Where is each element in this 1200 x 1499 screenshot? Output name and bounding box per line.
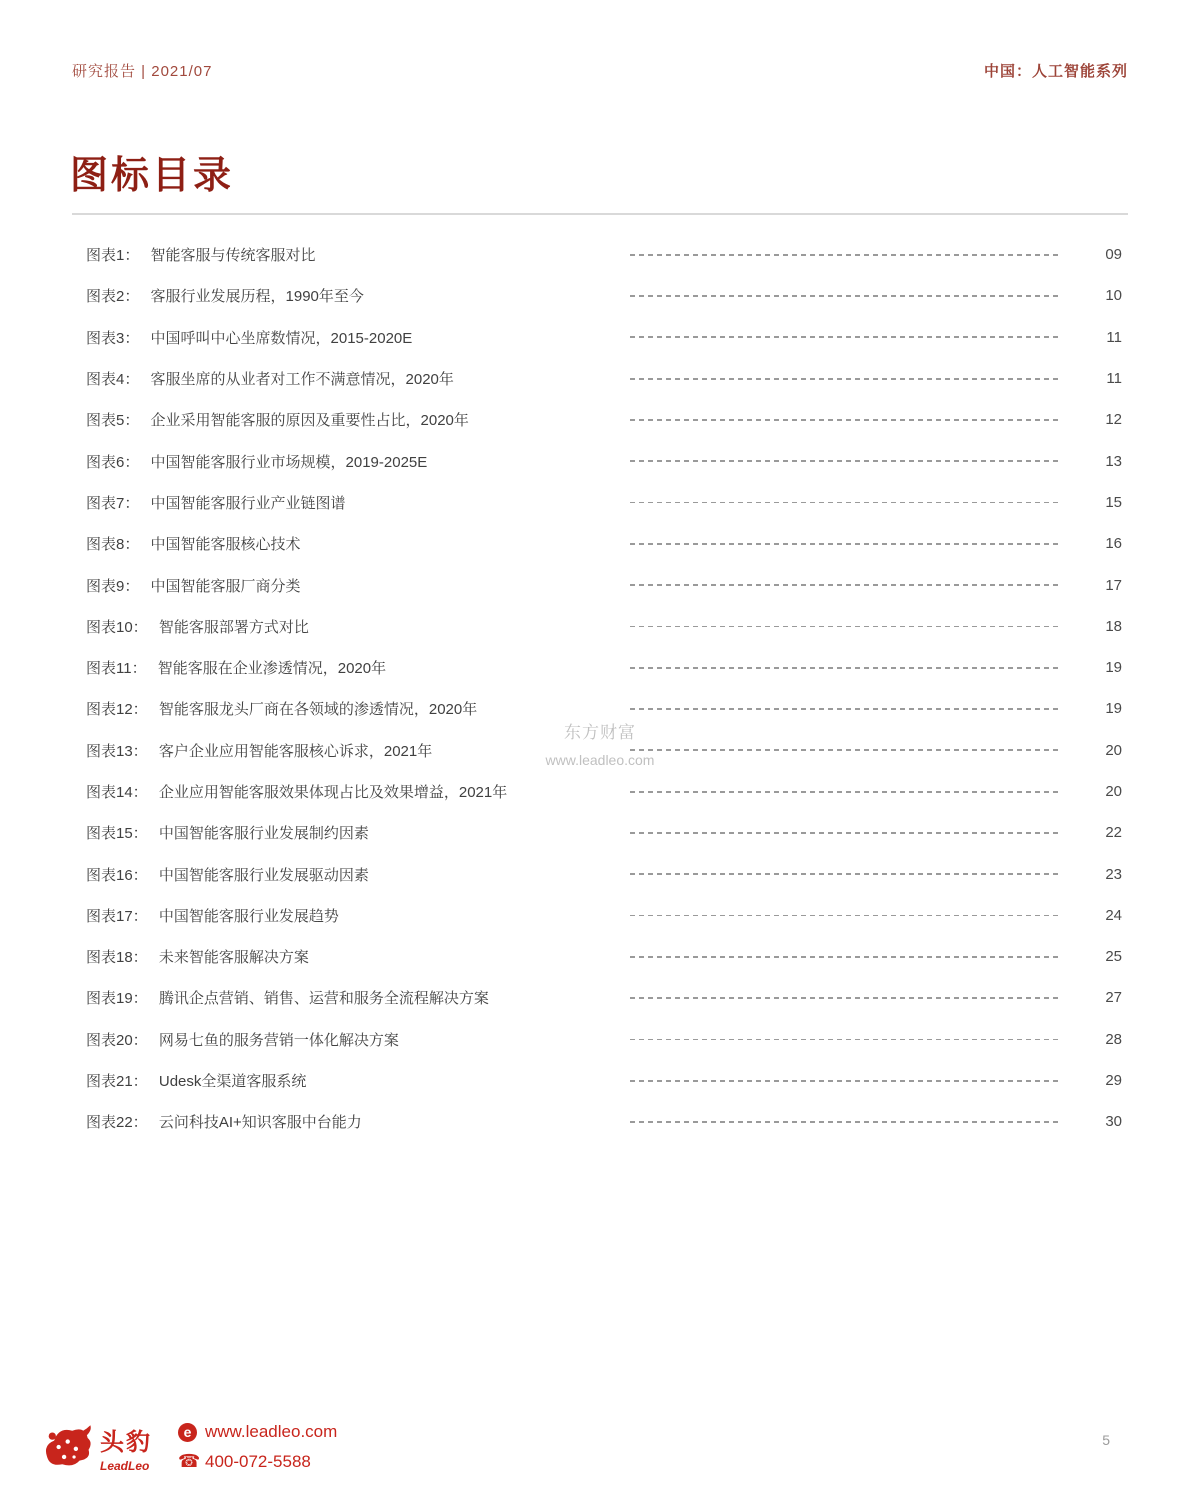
toc-entry-title: 未来智能客服解决方案 — [158, 949, 309, 967]
toc-leader-line — [630, 791, 1058, 793]
toc-row[interactable] — [86, 234, 1122, 275]
toc-leader-line — [630, 336, 1058, 338]
toc-entry-label: 图表15： — [86, 825, 148, 843]
leadleo-leopard-logo-icon — [36, 1418, 94, 1476]
series-title: 中国：人工智能系列 — [983, 63, 1128, 80]
toc-entry-label: 图表2： — [86, 288, 140, 306]
toc-entry-title: 云问科技AI+知识客服中台能力 — [158, 1114, 362, 1132]
toc-leader-line — [630, 1038, 1058, 1040]
toc-entry-title: 中国呼叫中心坐席数情况，2015-2020E — [150, 329, 413, 347]
toc-entry-label: 图表14： — [86, 784, 148, 801]
footer-website-link[interactable]: www.leadleo.com — [205, 1422, 338, 1441]
toc-entry-label: 图表17： — [86, 907, 148, 925]
toc-entry-text — [86, 740, 630, 761]
toc-row[interactable] — [86, 358, 1122, 399]
toc-row[interactable] — [86, 771, 1122, 812]
toc-entry-title: 智能客服与传统客服对比 — [150, 247, 316, 265]
toc-entry-label: 图表19： — [86, 990, 148, 1008]
toc-row[interactable] — [86, 606, 1122, 647]
toc-row[interactable] — [86, 688, 1122, 729]
toc-entry-title: 网易七鱼的服务营销一体化解决方案 — [158, 1031, 399, 1049]
toc-entry-label: 图表1： — [86, 247, 140, 265]
toc-list — [86, 234, 1122, 1143]
toc-leader-line — [630, 914, 1058, 916]
toc-entry-text — [86, 244, 630, 265]
toc-leader-line — [630, 873, 1058, 875]
toc-entry-title: 企业采用智能客服的原因及重要性占比，2020年 — [150, 412, 469, 430]
toc-row[interactable] — [86, 977, 1122, 1018]
toc-entry-label: 图表7： — [86, 494, 140, 512]
toc-page-number: 13 — [1105, 452, 1122, 470]
toc-page-number: 20 — [1105, 741, 1122, 759]
watermark-url: www.leadleo.com — [545, 752, 655, 768]
toc-entry-text — [86, 533, 630, 554]
phone-icon: ☎ — [178, 1451, 201, 1471]
toc-entry-title: 企业应用智能客服效果体现占比及效果增益，2021年 — [158, 784, 508, 801]
toc-entry-text — [86, 285, 630, 306]
toc-page-number: 19 — [1105, 659, 1122, 677]
toc-entry-label: 图表9： — [86, 577, 140, 595]
toc-page-number: 16 — [1105, 535, 1122, 553]
toc-leader-line — [630, 749, 1058, 751]
toc-entry-text — [86, 492, 630, 513]
toc-entry-label: 图表11： — [86, 660, 147, 678]
toc-entry-label: 图表12： — [86, 701, 148, 719]
toc-entry-label: 图表8： — [86, 536, 140, 554]
toc-entry-text — [86, 946, 630, 967]
page-title: 图标目录 — [70, 155, 235, 197]
document-header — [72, 60, 1128, 81]
contact-block — [178, 1422, 337, 1472]
toc-entry-title: 中国智能客服核心技术 — [150, 536, 301, 554]
toc-entry-label: 图表13： — [86, 742, 148, 760]
toc-entry-title: 智能客服在企业渗透情况，2020年 — [157, 660, 387, 678]
toc-page-number: 11 — [1106, 370, 1122, 388]
toc-page-number: 24 — [1105, 906, 1122, 924]
toc-entry-title: 中国智能客服厂商分类 — [150, 577, 301, 595]
toc-page-number: 15 — [1105, 493, 1122, 511]
toc-entry-title: 中国智能客服行业发展驱动因素 — [158, 866, 369, 884]
toc-leader-line — [630, 254, 1058, 256]
toc-entry-title: 中国智能客服行业产业链图谱 — [150, 494, 346, 512]
brand-block — [100, 1422, 152, 1473]
toc-leader-line — [630, 584, 1058, 586]
toc-row[interactable] — [86, 1101, 1122, 1142]
toc-entry-text — [86, 864, 630, 885]
page-number: 5 — [1102, 1432, 1110, 1448]
toc-page-number: 09 — [1105, 246, 1122, 264]
watermark-brand: 东方财富 — [564, 723, 636, 742]
document-footer — [36, 1418, 337, 1476]
toc-entry-label: 图表4： — [86, 371, 140, 389]
toc-page-number: 10 — [1105, 287, 1122, 305]
footer-phone-number: 400-072-5588 — [205, 1451, 311, 1471]
toc-entry-text — [86, 368, 630, 389]
toc-entry-title: Udesk全渠道客服系统 — [158, 1073, 307, 1091]
toc-entry-label: 图表5： — [86, 412, 140, 430]
toc-entry-title: 智能客服部署方式对比 — [158, 618, 309, 636]
toc-page-number: 17 — [1105, 576, 1122, 594]
toc-leader-line — [630, 625, 1058, 627]
toc-entry-text — [86, 822, 630, 843]
brand-subname: LeadLeo — [100, 1458, 150, 1473]
toc-leader-line — [630, 543, 1058, 545]
toc-entry-text — [86, 1029, 630, 1050]
toc-row[interactable] — [86, 317, 1122, 358]
toc-page-number: 11 — [1106, 328, 1122, 346]
toc-row[interactable] — [86, 275, 1122, 316]
toc-row[interactable] — [86, 1060, 1122, 1101]
toc-leader-line — [630, 378, 1058, 380]
toc-entry-title: 客服行业发展历程，1990年至今 — [150, 288, 364, 306]
toc-page-number: 19 — [1105, 700, 1122, 718]
toc-entry-text — [86, 327, 630, 348]
toc-entry-text — [86, 905, 630, 926]
toc-entry-text — [86, 781, 630, 802]
toc-entry-label: 图表3： — [86, 329, 140, 347]
toc-page-number: 25 — [1105, 948, 1122, 966]
toc-row[interactable] — [86, 853, 1122, 894]
toc-row[interactable] — [86, 730, 1122, 771]
toc-row[interactable] — [86, 440, 1122, 481]
website-icon: e — [178, 1423, 197, 1442]
toc-row[interactable] — [86, 895, 1122, 936]
toc-entry-text — [86, 1070, 630, 1091]
toc-row[interactable] — [86, 647, 1122, 688]
toc-leader-line — [630, 460, 1058, 462]
toc-entry-label: 图表21： — [86, 1073, 148, 1091]
toc-row[interactable] — [86, 1019, 1122, 1060]
toc-row[interactable] — [86, 812, 1122, 853]
toc-entry-title: 客户企业应用智能客服核心诉求，2021年 — [158, 742, 433, 760]
toc-leader-line — [630, 832, 1058, 834]
toc-entry-text — [86, 616, 630, 637]
toc-row[interactable] — [86, 482, 1122, 523]
toc-row[interactable] — [86, 523, 1122, 564]
toc-leader-line — [630, 501, 1058, 503]
toc-page-number: 23 — [1105, 865, 1122, 883]
toc-entry-label: 图表10： — [86, 618, 148, 636]
toc-entry-text — [86, 451, 630, 472]
toc-leader-line — [630, 1080, 1058, 1082]
toc-entry-title: 智能客服龙头厂商在各领域的渗透情况，2020年 — [158, 701, 478, 719]
toc-page-number: 22 — [1105, 824, 1122, 842]
toc-page-number: 30 — [1105, 1113, 1122, 1131]
toc-entry-title: 中国智能客服行业市场规模，2019-2025E — [150, 453, 428, 471]
toc-page-number: 18 — [1105, 617, 1122, 635]
toc-leader-line — [630, 1121, 1058, 1123]
toc-entry-label: 图表20： — [86, 1031, 148, 1049]
toc-entry-text — [86, 657, 630, 678]
toc-entry-title: 客服坐席的从业者对工作不满意情况，2020年 — [150, 371, 454, 389]
footer-phone-line — [178, 1451, 337, 1472]
toc-leader-line — [630, 667, 1058, 669]
toc-page-number: 27 — [1105, 989, 1122, 1007]
toc-leader-line — [630, 419, 1058, 421]
toc-row[interactable] — [86, 936, 1122, 977]
toc-page-number: 20 — [1105, 783, 1122, 800]
toc-leader-line — [630, 295, 1058, 297]
title-divider — [72, 213, 1128, 215]
toc-page-number: 29 — [1105, 1072, 1122, 1090]
toc-entry-title: 腾讯企点营销、销售、运营和服务全流程解决方案 — [158, 990, 489, 1008]
toc-entry-text — [86, 575, 630, 596]
toc-row[interactable] — [86, 564, 1122, 605]
footer-website-line[interactable] — [178, 1422, 337, 1442]
toc-page-number: 12 — [1105, 411, 1122, 429]
brand-name: 头豹 — [100, 1428, 152, 1456]
toc-entry-label: 图表18： — [86, 949, 148, 967]
toc-entry-label: 图表22： — [86, 1114, 148, 1132]
toc-entry-label: 图表6： — [86, 453, 140, 471]
toc-entry-label: 图表16： — [86, 866, 148, 884]
toc-row[interactable] — [86, 399, 1122, 440]
toc-leader-line — [630, 997, 1058, 999]
toc-entry-title: 中国智能客服行业发展趋势 — [158, 907, 339, 925]
toc-entry-text — [86, 987, 630, 1008]
report-type-date: 研究报告 | 2021/07 — [72, 63, 213, 80]
toc-leader-line — [630, 956, 1058, 958]
toc-entry-text — [86, 698, 630, 719]
toc-entry-text — [86, 1111, 630, 1132]
toc-entry-text — [86, 409, 630, 430]
toc-leader-line — [630, 708, 1058, 710]
toc-page-number: 28 — [1105, 1030, 1122, 1048]
toc-entry-title: 中国智能客服行业发展制约因素 — [158, 825, 369, 843]
